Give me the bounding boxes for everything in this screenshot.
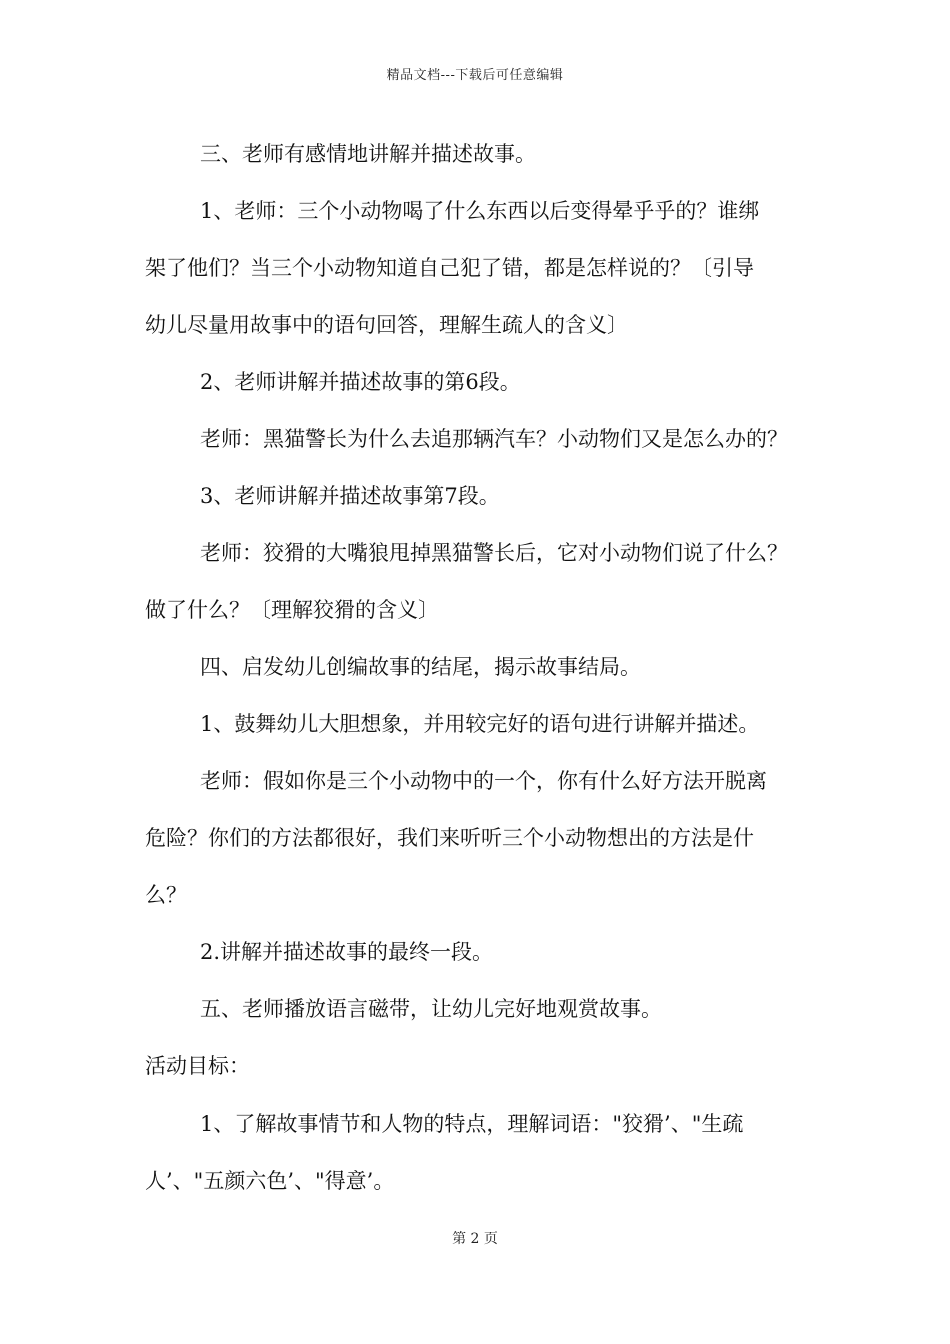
text-line: 人’、"五颜六色’、"得意’。 xyxy=(145,1169,395,1193)
text-line: 活动目标： xyxy=(145,1054,250,1078)
text-line: 1、鼓舞幼儿大胆想象，并用较完好的语句进行讲解并描述。 xyxy=(200,712,760,736)
text-line: 五、老师播放语言磁带，让幼儿完好地观赏故事。 xyxy=(200,997,662,1021)
text-line: 3、老师讲解并描述故事第7段。 xyxy=(200,484,500,508)
text-line: 危险？你们的方法都很好，我们来听听三个小动物想出的方法是什 xyxy=(145,826,754,850)
text-line: 2.讲解并描述故事的最终一段。 xyxy=(200,940,494,964)
text-line: 老师：黑猫警长为什么去追那辆汽车？小动物们又是怎么办的？ xyxy=(200,427,788,451)
text-line: 老师：狡猾的大嘴狼甩掉黑猫警长后，它对小动物们说了什么？ xyxy=(200,541,788,565)
text-line: 四、启发幼儿创编故事的结尾，揭示故事结局。 xyxy=(200,655,641,679)
text-line: 老师：假如你是三个小动物中的一个，你有什么好方法开脱离 xyxy=(200,769,767,793)
text-line: 1、老师：三个小动物喝了什么东西以后变得晕乎乎的？谁绑 xyxy=(200,199,760,223)
text-line: 么？ xyxy=(145,883,187,907)
text-line: 三、老师有感情地讲解并描述故事。 xyxy=(200,142,536,166)
text-line: 幼儿尽量用故事中的语句回答，理解生疏人的含义〕 xyxy=(145,313,628,337)
text-line: 2、老师讲解并描述故事的第6段。 xyxy=(200,370,521,394)
text-line: 架了他们？当三个小动物知道自己犯了错，都是怎样说的？〔引导 xyxy=(145,256,754,280)
page-header: 精品文档---下载后可任意编辑 xyxy=(386,68,564,83)
text-line: 1、了解故事情节和人物的特点，理解词语："狡猾’、"生疏 xyxy=(200,1112,744,1136)
text-line: 做了什么？〔理解狡猾的含义〕 xyxy=(145,598,439,622)
page-number: 第 2 页 xyxy=(452,1231,498,1247)
